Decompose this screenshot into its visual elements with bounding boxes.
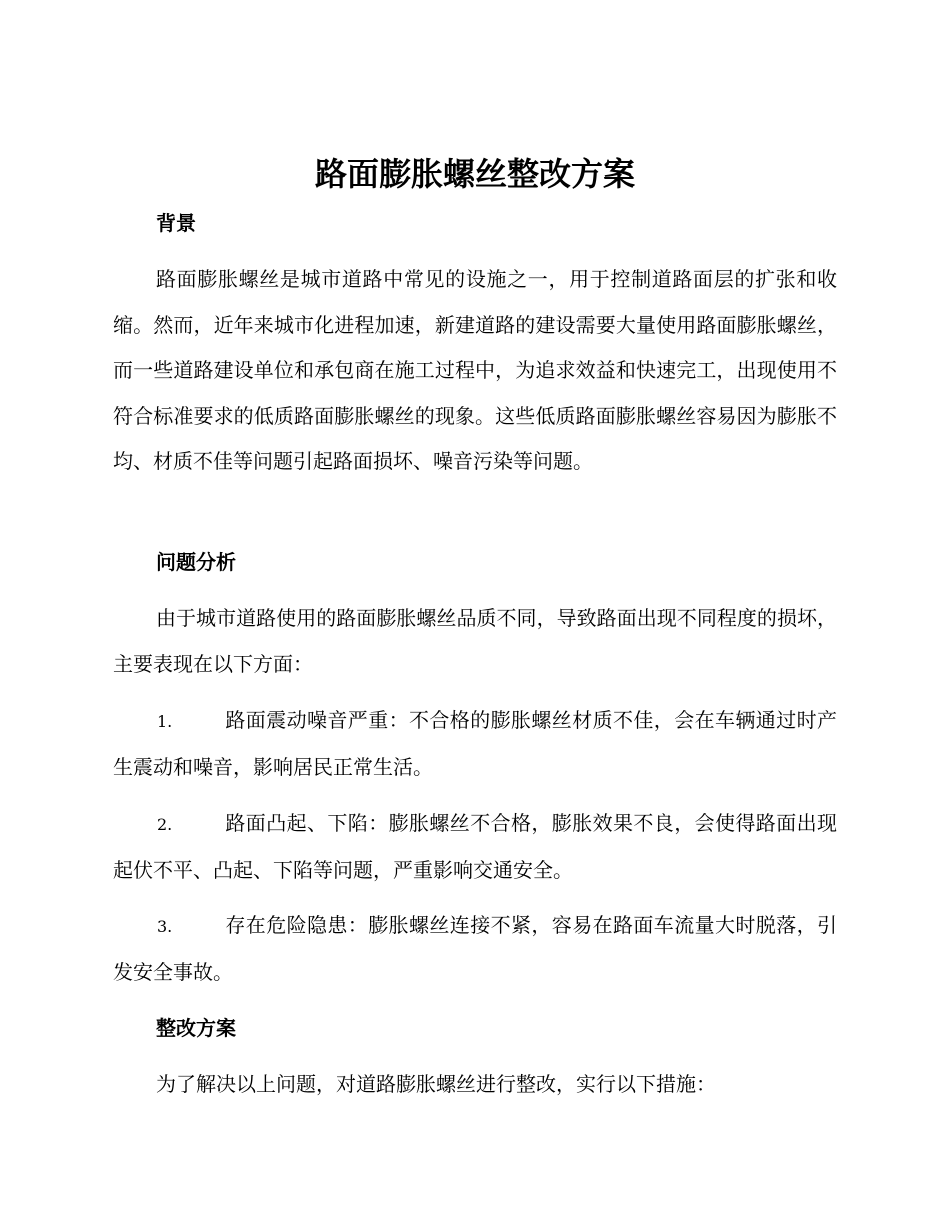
- rectification-paragraph: 为了解决以上问题，对道路膨胀螺丝进行整改，实行以下措施：: [156, 1072, 716, 1096]
- background-paragraph: 路面膨胀螺丝是城市道路中常见的设施之一，用于控制道路面层的扩张和收缩。然而，近年来城市化进程加速，新建道路的建设需要大量使用路面膨胀螺丝，而一些道路建设单位和承包商在施工过程中，为追求效益和快速完工，出现使用不符合标准要求的低质路面膨胀螺丝的现象。这些低质路面膨胀螺丝容易因为膨胀不均、材质不佳等问题引起路面损坏、噪音污染等问题。: [113, 267, 837, 473]
- list-item-number: 1.: [157, 712, 173, 731]
- document-title: 路面膨胀螺丝整改方案: [314, 155, 635, 193]
- list-item-text: 路面震动噪音严重：不合格的膨胀螺丝材质不佳，会在车辆通过时产生震动和噪音，影响居民正常生活。: [113, 708, 837, 779]
- analysis-paragraph: 由于城市道路使用的路面膨胀螺丝品质不同，导致路面出现不同程度的损坏，主要表现在以下方面：: [113, 606, 837, 676]
- section-heading-background: 背景: [156, 211, 196, 235]
- list-item: [113, 903, 837, 995]
- section-heading-rectification: 整改方案: [156, 1016, 236, 1040]
- list-item: [113, 801, 837, 893]
- list-item-text: 路面凸起、下陷：膨胀螺丝不合格，膨胀效果不良，会使得路面出现起伏不平、凸起、下陷等问题，严重影响交通安全。: [113, 811, 837, 882]
- list-item-number: 2.: [157, 815, 173, 834]
- list-item-number: 3.: [157, 917, 173, 936]
- list-item: [113, 698, 837, 790]
- section-heading-analysis: 问题分析: [156, 550, 236, 574]
- list-item-text: 存在危险隐患：膨胀螺丝连接不紧，容易在路面车流量大时脱落，引发安全事故。: [113, 913, 837, 984]
